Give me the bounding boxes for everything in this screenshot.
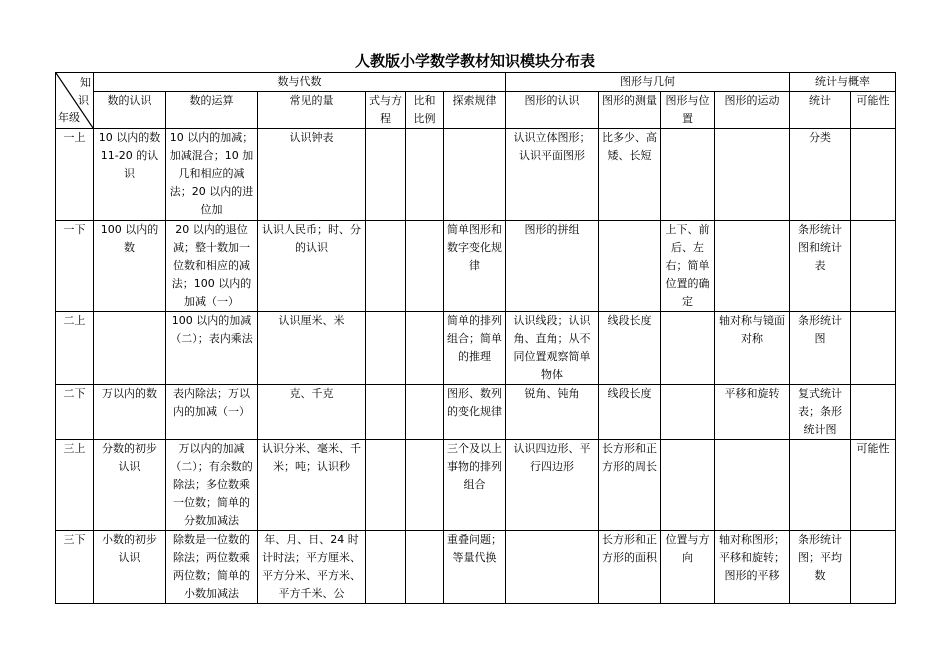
table-cell: 轴对称与镜面对称 (715, 312, 790, 385)
grade-cell: 二上 (56, 312, 94, 385)
corner-label-top: 知 (80, 76, 91, 89)
table-cell: 100 以内的加减（二）；表内乘法 (166, 312, 258, 385)
table-cell: 万以内的数 (94, 385, 166, 440)
table-cell (406, 440, 444, 531)
table-row (56, 221, 896, 312)
column-header: 图形的测量 (599, 92, 661, 129)
table-row (56, 312, 896, 385)
table-cell (661, 385, 715, 440)
table-row (56, 440, 896, 531)
table-cell (661, 312, 715, 385)
table-cell: 线段长度 (599, 312, 661, 385)
table-cell: 三个及以上事物的排列组合 (444, 440, 506, 531)
grade-cell: 三上 (56, 440, 94, 531)
table-cell (406, 221, 444, 312)
table-cell: 锐角、钝角 (506, 385, 599, 440)
table-cell (444, 129, 506, 221)
table-cell: 克、千克 (258, 385, 366, 440)
column-header: 比和比例 (406, 92, 444, 129)
table-cell: 简单的排列组合；简单的推理 (444, 312, 506, 385)
table-cell: 比多少、高矮、长短 (599, 129, 661, 221)
table-cell: 简单图形和数字变化规律 (444, 221, 506, 312)
table-cell: 线段长度 (599, 385, 661, 440)
knowledge-table (55, 72, 896, 604)
table-cell: 图形的拼组 (506, 221, 599, 312)
table-cell: 长方形和正方形的周长 (599, 440, 661, 531)
table-cell: 上下、前后、左右；简单位置的确定 (661, 221, 715, 312)
table-cell: 可能性 (851, 440, 896, 531)
table-cell: 条形统计图；平均数 (790, 531, 851, 604)
table-cell (790, 440, 851, 531)
column-header: 数的认识 (94, 92, 166, 129)
table-row (56, 531, 896, 604)
column-header: 可能性 (851, 92, 896, 129)
table-cell: 复式统计表；条形统计图 (790, 385, 851, 440)
table-cell: 分数的初步认识 (94, 440, 166, 531)
table-body (56, 129, 896, 604)
table-row (56, 385, 896, 440)
table-cell: 认识立体图形；认识平面图形 (506, 129, 599, 221)
table-cell: 图形、数列的变化规律 (444, 385, 506, 440)
table-cell (661, 129, 715, 221)
column-header: 数的运算 (166, 92, 258, 129)
table-cell: 认识人民币；时、分的认识 (258, 221, 366, 312)
column-header: 常见的量 (258, 92, 366, 129)
table-cell: 重叠问题；等量代换 (444, 531, 506, 604)
table-cell: 除数是一位数的除法；两位数乘两位数；简单的小数加减法 (166, 531, 258, 604)
table-cell (366, 312, 406, 385)
group-statistics: 统计与概率 (790, 73, 896, 92)
table-cell (406, 312, 444, 385)
table-cell: 100 以内的数 (94, 221, 166, 312)
table-cell: 小数的初步认识 (94, 531, 166, 604)
table-cell: 认识钟表 (258, 129, 366, 221)
group-number-algebra: 数与代数 (94, 73, 506, 92)
table-cell: 条形统计图和统计表 (790, 221, 851, 312)
table-cell (406, 531, 444, 604)
column-header: 探索规律 (444, 92, 506, 129)
table-cell: 长方形和正方形的面积 (599, 531, 661, 604)
table-cell: 平移和旋转 (715, 385, 790, 440)
table-row (56, 129, 896, 221)
grade-cell: 一下 (56, 221, 94, 312)
corner-label-grade: 年级 (58, 111, 80, 124)
table-cell (406, 385, 444, 440)
table-cell: 分类 (790, 129, 851, 221)
table-cell (851, 531, 896, 604)
table-cell (366, 221, 406, 312)
table-cell (851, 312, 896, 385)
table-cell: 认识分米、毫米、千米；吨；认识秒 (258, 440, 366, 531)
column-header: 图形的运动 (715, 92, 790, 129)
table-cell: 10 以内的数 11-20 的认识 (94, 129, 166, 221)
table-cell (661, 440, 715, 531)
table-cell: 10 以内的加减；加减混合；10 加几和相应的减法；20 以内的进位加 (166, 129, 258, 221)
table-cell (715, 440, 790, 531)
group-geometry: 图形与几何 (506, 73, 790, 92)
table-cell (366, 531, 406, 604)
table-cell (715, 129, 790, 221)
table-cell: 条形统计图 (790, 312, 851, 385)
column-header: 式与方程 (366, 92, 406, 129)
table-cell: 20 以内的退位减；整十数加一位数和相应的减法；100 以内的加减（一） (166, 221, 258, 312)
column-header: 图形的认识 (506, 92, 599, 129)
corner-label-mid: 识 (78, 94, 89, 107)
table-cell: 表内除法；万以内的加减（一） (166, 385, 258, 440)
page-title: 人教版小学数学教材知识模块分布表 (354, 52, 595, 70)
table-cell: 位置与方向 (661, 531, 715, 604)
table-cell (366, 440, 406, 531)
table-cell (599, 221, 661, 312)
table-cell: 轴对称图形；平移和旋转；图形的平移 (715, 531, 790, 604)
corner-header-cell (56, 73, 94, 129)
table-cell: 认识四边形、平行四边形 (506, 440, 599, 531)
table-cell (851, 385, 896, 440)
table-cell: 认识线段；认识角、直角；从不同位置观察简单物体 (506, 312, 599, 385)
grade-cell: 一上 (56, 129, 94, 221)
column-header: 统计 (790, 92, 851, 129)
table-cell (506, 531, 599, 604)
table-cell (851, 221, 896, 312)
grade-cell: 三下 (56, 531, 94, 604)
table-cell (715, 221, 790, 312)
table-cell: 万以内的加减（二）；有余数的除法；多位数乘一位数；简单的分数加减法 (166, 440, 258, 531)
table-cell: 认识厘米、米 (258, 312, 366, 385)
table-cell (851, 129, 896, 221)
column-header-row (56, 92, 896, 129)
table-cell (366, 385, 406, 440)
table-cell (366, 129, 406, 221)
table-cell (94, 312, 166, 385)
column-header: 图形与位置 (661, 92, 715, 129)
table-cell (406, 129, 444, 221)
grade-cell: 二下 (56, 385, 94, 440)
group-header-row (56, 73, 896, 92)
table-cell: 年、月、日、24 时计时法；平方厘米、平方分米、平方米、平方千米、公 (258, 531, 366, 604)
